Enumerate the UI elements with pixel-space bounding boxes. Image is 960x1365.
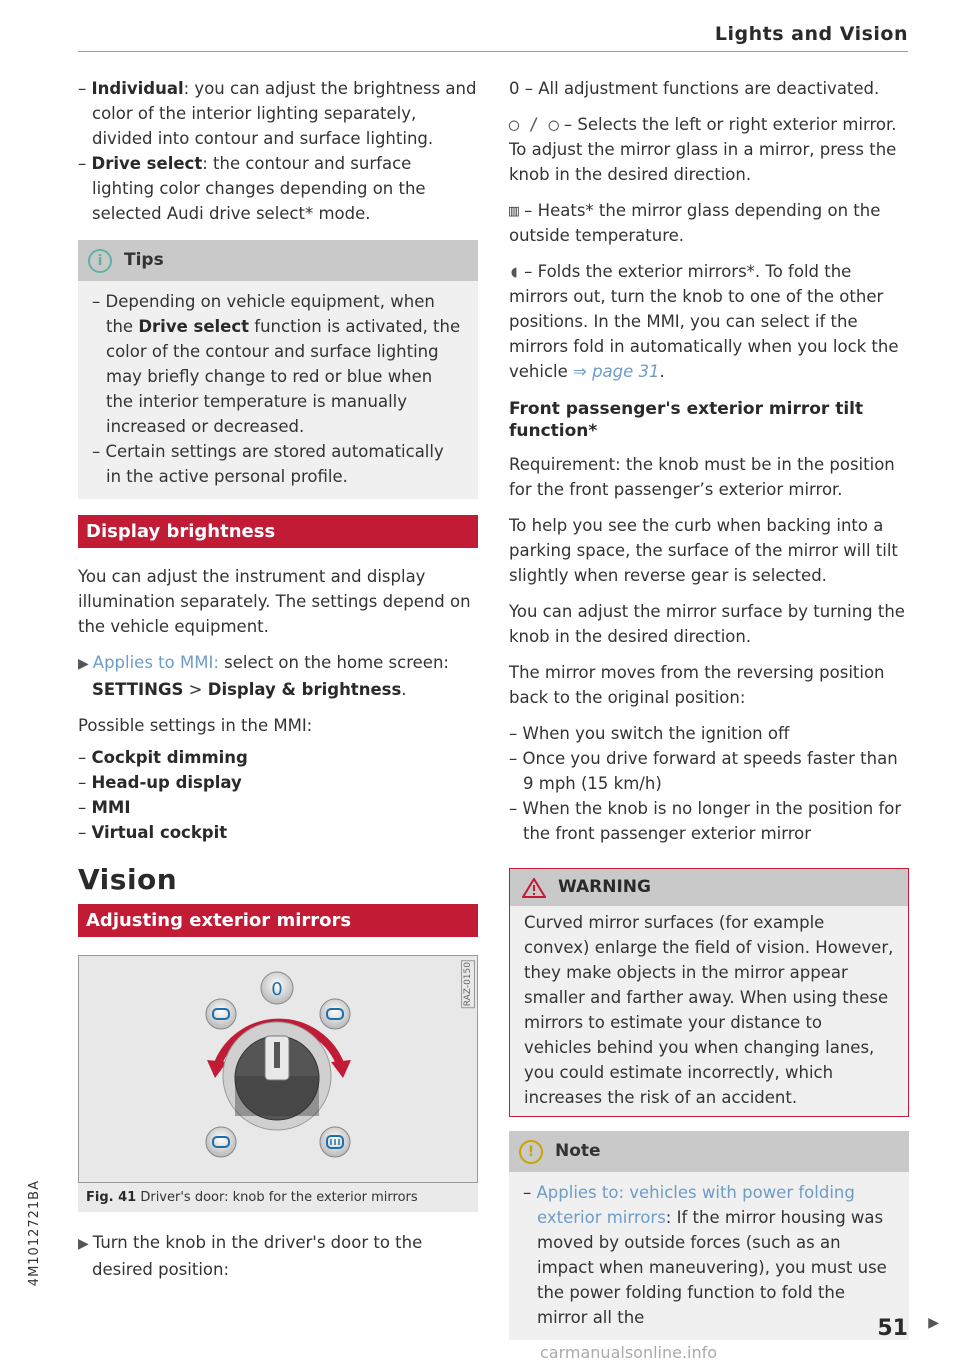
possible-settings: Possible settings in the MMI:: [78, 716, 313, 735]
play-icon: ▶: [78, 656, 89, 672]
list-item: – MMI: [78, 798, 131, 817]
adjust-paragraph: You can adjust the mirror surface by turning the knob in the desired direction.: [509, 602, 905, 646]
page-title: Lights and Vision: [714, 23, 908, 45]
list-item: – When the knob is no longer in the position for the front passenger exterior mirror: [509, 799, 902, 843]
fold-mirror-icon: [206, 1127, 236, 1157]
requirement: Requirement: the knob must be in the position for the front passenger’s exterior mirror.: [509, 455, 895, 499]
tips-title: Tips: [124, 250, 164, 270]
mirror-left-right-icon: ◯ / ◯: [509, 115, 559, 134]
applies-link[interactable]: Applies to: vehicles with power folding exterior mirrors: [536, 1183, 855, 1227]
watermark: carmanualsonline.info: [540, 1343, 718, 1362]
list-item: – Virtual cockpit: [78, 823, 228, 842]
page-number: 51: [877, 1316, 908, 1341]
right-mirror-icon: [320, 999, 350, 1029]
position-heat: ▥ – Heats* the mirror glass depending on the outside temperature.: [509, 201, 881, 245]
list-item: – Once you drive forward at speeds faster than 9 mph (15 km/h): [509, 749, 898, 793]
list-item: – Drive select: the contour and surface lighting color changes depending on the selected Audi drive select* mode.: [78, 154, 426, 223]
note-item: – Applies to: vehicles with power folding exterior mirrors: If the mirror housing was moved by outside forces (such as an impact when maneuvering), you must use the power folding function to fold the mirror all the: [523, 1183, 887, 1327]
adjusting-mirrors-heading: Adjusting exterior mirrors: [78, 904, 478, 937]
document-code: 4M1012721BA: [27, 1180, 42, 1287]
mirror-heat-icon: ▥: [509, 201, 519, 220]
header-divider: [78, 51, 908, 52]
mirror-knob-illustration: [79, 956, 477, 1182]
tips-item: – Depending on vehicle equipment, when the Drive select function is activated, the color of the contour and surface lighting may briefly change to red or blue when the interior temperature is manually increased or decreased.: [92, 292, 461, 436]
display-brightness-heading: Display brightness: [78, 515, 478, 548]
list-item: – Head-up display: [78, 773, 242, 792]
tips-item: – Certain settings are stored automatically in the active personal profile.: [92, 442, 444, 486]
svg-text:0: 0: [271, 979, 283, 1000]
figure-code: RAZ-0150: [463, 962, 473, 1007]
warning-triangle-icon: [522, 878, 546, 898]
warning-header: WARNING: [510, 869, 908, 906]
tilt-heading: Front passenger's exterior mirror tilt function*: [509, 399, 864, 441]
turn-instruction: ▶ Turn the knob in the driver's door to the desired position:: [78, 1233, 423, 1279]
continue-arrow-icon: ▶: [928, 1315, 939, 1331]
page-link[interactable]: ⇒ page 31: [573, 362, 660, 381]
position-fold: ◖ – Folds the exterior mirrors*. To fold the mirrors out, turn the knob to one of the other positions. In the MMI, you can select if the mirrors fold in automatically when you lock the vehicle ⇒ page 31.: [509, 262, 899, 381]
list-item: – When you switch the ignition off: [509, 724, 790, 743]
note-icon: !: [519, 1140, 543, 1164]
list-item: – Individual: you can adjust the brightness and color of the interior lighting separately, divided into contour and surface lighting.: [78, 79, 477, 148]
play-icon: ▶: [78, 1236, 89, 1252]
note-header: ! Note: [509, 1131, 909, 1172]
position-select: ◯ / ◯ – Selects the left or right exterior mirror. To adjust the mirror glass in a mirror, press the knob in the desired direction.: [509, 115, 897, 184]
figure-caption: Fig. 41 Driver's door: knob for the exterior mirrors: [78, 1183, 478, 1212]
help-paragraph: To help you see the curb when backing into a parking space, the surface of the mirror will tilt slightly when reverse gear is selected.: [509, 516, 898, 585]
right-column: [509, 76, 939, 1356]
warning-text: Curved mirror surfaces (for example convex) enlarge the field of vision. However, they make objects in the mirror appear smaller and farther away. When using these mirrors to estimate your distance to vehicles behind you when changing lanes, you could estimate incorrectly, which increases the risk of an accident.: [524, 913, 894, 1107]
tips-box: [78, 240, 478, 499]
left-column: [78, 76, 478, 1293]
figure-mirror-knob: [78, 955, 478, 1183]
left-mirror-icon: [206, 999, 236, 1029]
display-paragraph: You can adjust the instrument and display illumination separately. The settings depend on the vehicle equipment.: [78, 567, 471, 636]
applies-instruction: ▶ Applies to MMI: select on the home screen: SETTINGS > Display & brightness.: [78, 653, 449, 699]
warning-box: [509, 868, 909, 1117]
moves-paragraph: The mirror moves from the reversing position back to the original position:: [509, 663, 885, 707]
applies-link[interactable]: Applies to MMI:: [92, 653, 219, 672]
tips-header: [78, 240, 478, 281]
info-icon: i: [88, 249, 112, 273]
mirror-fold-icon: ◖: [509, 262, 519, 281]
list-item: – Cockpit dimming: [78, 748, 248, 767]
vision-heading: Vision: [78, 863, 178, 896]
position-0: 0 – All adjustment functions are deactivated.: [509, 79, 880, 98]
note-box: [509, 1131, 939, 1340]
